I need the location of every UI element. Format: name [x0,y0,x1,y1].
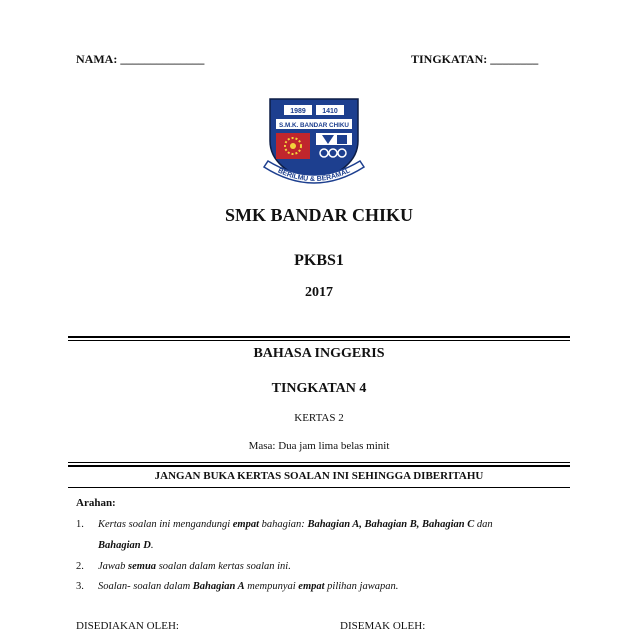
instruction-number: 3. [76,581,84,592]
divider-warning-bottom [68,487,570,488]
divider-top-thick [68,336,570,338]
instruction-item: 1. Kertas soalan ini mengandungi empat bahagian: Bahagian A, Bahagian B, Bahagian C dan [76,519,493,530]
form-field-label: TINGKATAN: ________ [411,52,539,66]
warning-notice: JANGAN BUKA KERTAS SOALAN INI SEHINGGA DIBERITAHU [154,470,484,482]
school-name: SMK BANDAR CHIKU [224,205,413,225]
instruction-item: 3. Soalan- soalan dalam Bahagian A mempunyai empat pilihan jawapan. [76,581,399,592]
crest-year-right: 1410 [322,108,338,115]
instruction-number: 1. [76,519,84,530]
instruction-number: 2. [76,561,84,572]
subject-name: BAHASA INGGERIS [253,346,385,361]
exam-year: 2017 [305,285,333,300]
instruction-item-continued: Bahagian D. [98,540,154,551]
exam-duration: Masa: Dua jam lima belas minit [248,440,390,452]
instruction-item: 2. Jawab semua soalan dalam kertas soalan ini. [76,561,291,572]
exam-title: PKBS1 [294,252,344,269]
name-field-label: NAMA: ______________ [76,52,205,66]
crest-motto: BERILMU & BERAMAL [276,167,352,184]
crest-banner: S.M.K. BANDAR CHIKU [279,122,349,129]
school-crest-logo [262,95,366,195]
instructions-heading: Arahan: [76,497,116,509]
prepared-by-label: DISEDIAKAN OLEH: [76,620,179,632]
checked-by-label: DISEMAK OLEH: [340,620,426,632]
divider-top-thin [68,340,570,341]
crest-year-left: 1989 [290,108,306,115]
form-level: TINGKATAN 4 [271,381,367,396]
divider-mid-thin [68,462,570,463]
divider-mid-thick [68,465,570,467]
paper-number: KERTAS 2 [294,412,344,424]
